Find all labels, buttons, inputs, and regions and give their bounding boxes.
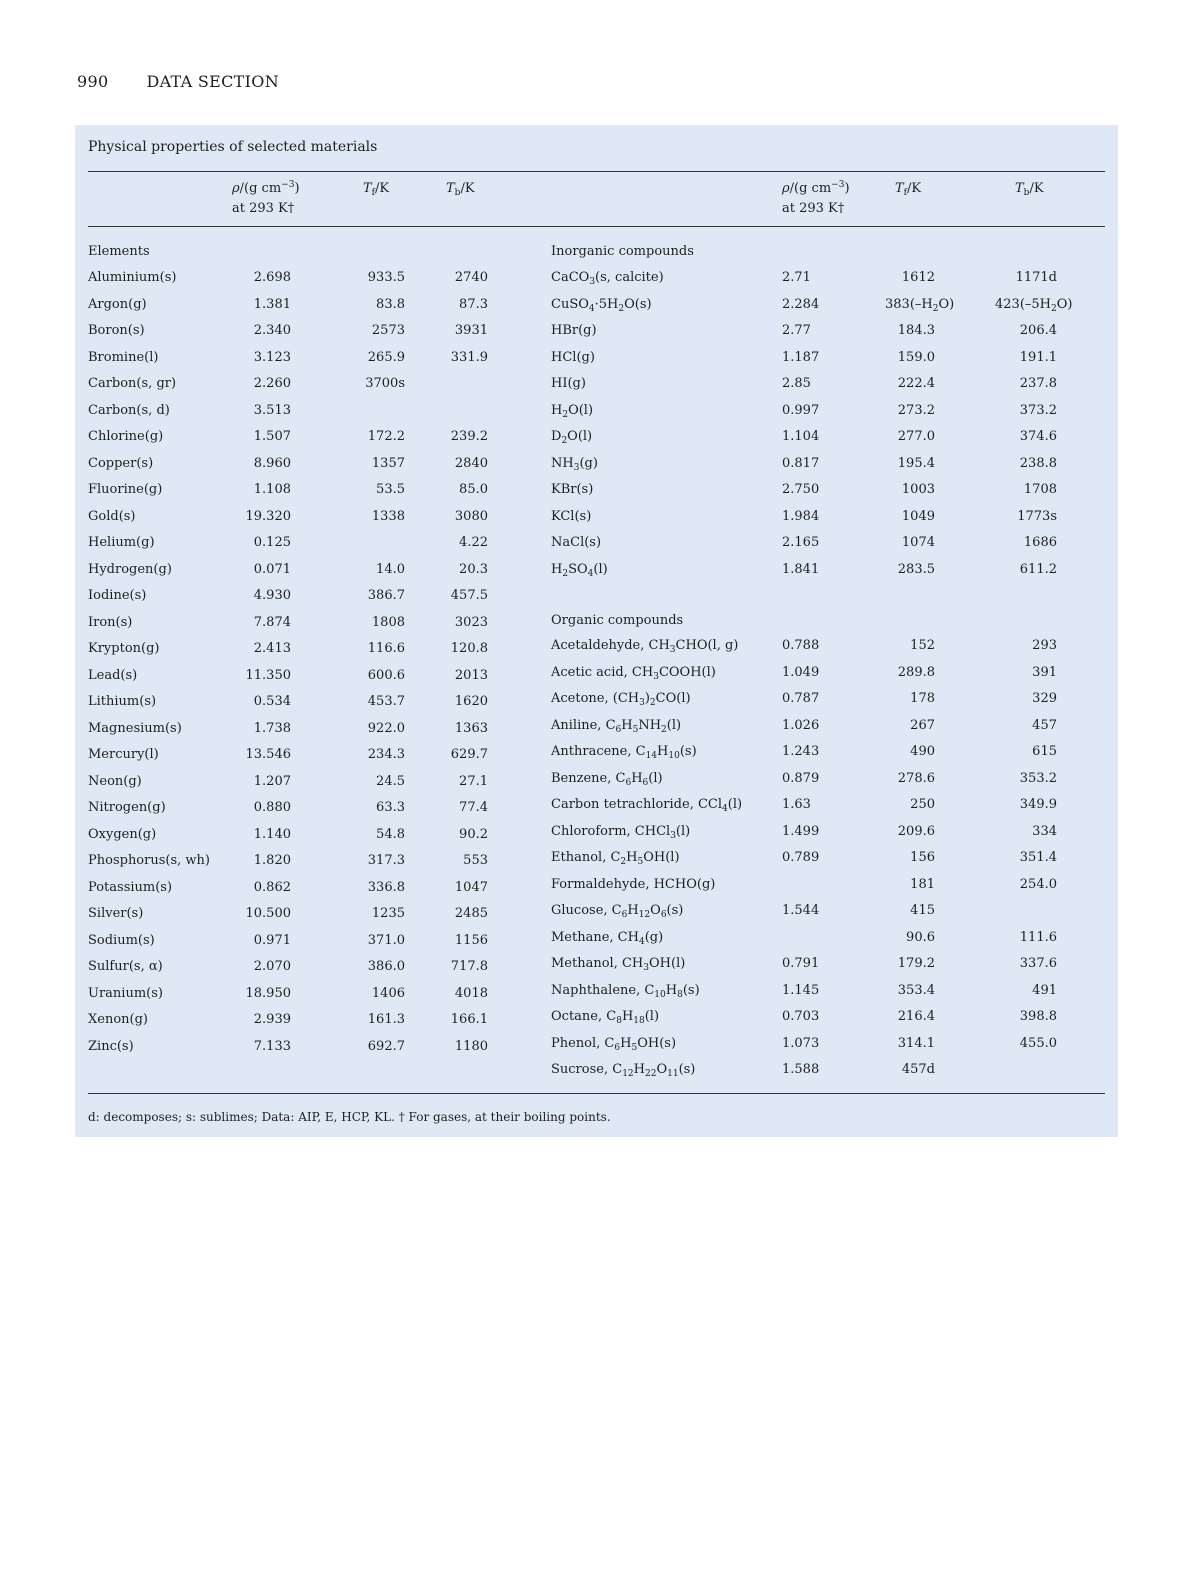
boiling-point: 239.2 bbox=[450, 429, 488, 444]
melting-point: 14.0 bbox=[376, 561, 405, 577]
density-value: 2.77 bbox=[782, 323, 811, 338]
material-name: Sucrose, $C_{12}H_{22}O_{11}(s)$ bbox=[551, 1062, 696, 1079]
melting-point: 1612 bbox=[901, 270, 935, 285]
material-name: Acetone, $(CH_3)_2CO(l)$ bbox=[551, 691, 691, 708]
melting-point: 922.0 bbox=[367, 720, 405, 736]
boiling-point: 237.8 bbox=[1019, 376, 1057, 391]
header-tf-left: $T_f/K$ bbox=[363, 181, 390, 198]
boiling-point: 1773s bbox=[1017, 508, 1057, 524]
density-value: 3.123 bbox=[253, 349, 291, 365]
header-density-note: at 293 K† bbox=[232, 201, 295, 216]
boiling-point: 457.5 bbox=[450, 588, 488, 603]
material-name: Nitrogen(g) bbox=[88, 800, 166, 815]
boiling-point: 2013 bbox=[454, 667, 488, 683]
density-value: 18.950 bbox=[245, 985, 291, 1001]
boiling-point: 27.1 bbox=[459, 773, 488, 789]
material-name: Xenon(g) bbox=[88, 1012, 148, 1027]
density-value: 0.789 bbox=[782, 850, 820, 865]
material-name: Krypton(g) bbox=[88, 641, 160, 656]
boiling-point: 1171d bbox=[1015, 270, 1057, 285]
melting-point: 159.0 bbox=[897, 349, 935, 365]
melting-point: 83.8 bbox=[376, 296, 405, 312]
boiling-point: 329 bbox=[1032, 691, 1057, 706]
boiling-point: 398.8 bbox=[1019, 1009, 1057, 1024]
melting-point: 222.4 bbox=[897, 376, 935, 391]
density-value: 0.703 bbox=[782, 1009, 820, 1024]
material-name: Benzene, $C_6H_6(l)$ bbox=[551, 770, 663, 788]
melting-point: 289.8 bbox=[897, 664, 935, 680]
material-name: Copper(s) bbox=[88, 455, 154, 471]
boiling-point: 337.6 bbox=[1019, 956, 1057, 971]
melting-point: $383(-H_2O)$ bbox=[885, 296, 955, 314]
material-name: Acetaldehyde, $CH_3CHO(l$, g) bbox=[551, 638, 739, 655]
material-name: Zinc(s) bbox=[88, 1038, 134, 1054]
material-name: Boron(s) bbox=[88, 323, 145, 338]
boiling-point: 111.6 bbox=[1019, 929, 1057, 945]
melting-point: 234.3 bbox=[367, 747, 405, 762]
density-value: 1.026 bbox=[782, 717, 820, 733]
melting-point: 90.6 bbox=[906, 929, 935, 945]
material-name: $H_2SO_4(l)$ bbox=[551, 561, 608, 579]
density-value: 2.260 bbox=[253, 376, 291, 391]
melting-point: 24.5 bbox=[376, 773, 405, 789]
material-name: $CuSO_4\cdot 5H_2O(s)$ bbox=[551, 296, 652, 314]
melting-point: 353.4 bbox=[897, 982, 935, 998]
melting-point: 386.7 bbox=[367, 588, 405, 603]
material-name: Methanol, $CH_3OH(l)$ bbox=[551, 956, 686, 973]
melting-point: 1235 bbox=[371, 906, 405, 921]
header-tf-right: $T_f/K$ bbox=[895, 181, 922, 198]
density-value: 10.500 bbox=[245, 906, 291, 921]
boiling-point: 615 bbox=[1032, 744, 1057, 759]
material-name: Lithium(s) bbox=[88, 694, 157, 709]
boiling-point: 331.9 bbox=[450, 349, 488, 365]
boiling-point: 4018 bbox=[454, 985, 488, 1001]
density-value: 1.049 bbox=[782, 664, 820, 680]
material-name: Mercury(l) bbox=[88, 747, 159, 762]
boiling-point: 85.0 bbox=[459, 482, 488, 497]
material-name: Chlorine(g) bbox=[88, 429, 164, 444]
melting-point: 195.4 bbox=[897, 455, 935, 471]
material-name: Aniline, $C_6H_5NH_2(l)$ bbox=[551, 717, 682, 735]
boiling-point: 717.8 bbox=[450, 959, 488, 974]
material-name: HI(g) bbox=[551, 376, 586, 391]
boiling-point: 334 bbox=[1032, 823, 1057, 839]
density-value: 2.71 bbox=[782, 270, 811, 285]
boiling-point: 3931 bbox=[454, 323, 488, 338]
melting-point: 317.3 bbox=[367, 853, 405, 868]
boiling-point: 351.4 bbox=[1019, 850, 1057, 865]
melting-point: 1338 bbox=[371, 508, 405, 524]
density-value: 2.413 bbox=[253, 641, 291, 656]
melting-point: 386.0 bbox=[367, 959, 405, 974]
material-name: Gold(s) bbox=[88, 508, 136, 524]
melting-point: 172.2 bbox=[367, 429, 405, 444]
material-name: Fluorine(g) bbox=[88, 482, 163, 497]
material-name: $D_2O(l)$ bbox=[551, 429, 593, 446]
boiling-point: 87.3 bbox=[459, 296, 488, 312]
density-value: 19.320 bbox=[245, 508, 291, 524]
melting-point: 457d bbox=[901, 1062, 935, 1077]
density-value: 7.874 bbox=[253, 614, 291, 630]
melting-point: 1074 bbox=[901, 535, 935, 550]
boiling-point: 4.22 bbox=[459, 535, 488, 550]
melting-point: 277.0 bbox=[897, 429, 935, 444]
material-name: Potassium(s) bbox=[88, 879, 173, 895]
density-value: 1.140 bbox=[253, 826, 291, 842]
boiling-point: 293 bbox=[1032, 638, 1057, 653]
density-value: 1.381 bbox=[253, 296, 291, 312]
density-value: 1.588 bbox=[782, 1062, 820, 1077]
density-value: 1.243 bbox=[782, 744, 820, 759]
melting-point: 1808 bbox=[371, 614, 405, 630]
melting-point: 415 bbox=[910, 903, 935, 918]
melting-point: 116.6 bbox=[367, 641, 405, 656]
density-value: 1.207 bbox=[253, 773, 291, 789]
boiling-point: 629.7 bbox=[450, 747, 488, 762]
material-name: Acetic acid, $CH_3COOH(l)$ bbox=[551, 664, 716, 682]
running-head bbox=[77, 72, 279, 91]
density-value: 2.165 bbox=[782, 535, 820, 550]
table-caption: Physical properties of selected materials bbox=[88, 139, 378, 155]
melting-point: 314.1 bbox=[897, 1035, 935, 1051]
boiling-point: 3080 bbox=[454, 508, 488, 524]
boiling-point: 1686 bbox=[1023, 535, 1057, 550]
density-value: 11.350 bbox=[245, 667, 291, 683]
boiling-point: 553 bbox=[463, 853, 488, 868]
data-table-panel: Physical properties of selected materials ρ/(g $cm^{-3}$) at 293 K† $T_f/K$ $T_b/K$ ρ/(g $cm^{-3}$) at 293 K† $T_f/K$ $T_b/K$ Elements Inorganic compounds Organic compounds d: decomposes; s: sublimes; Data: AIP, E, HCP, KL. † For gases, at their boiling points. Aluminium(s) 2.698 933.5 2740 Argon(g) 1.381 83.8 87.3 Boron(s) 2.340 2573 3931 Bromine(l) 3.123 265.9 331.9 Carbon(s, gr) 2.260 3700s Carbon(s, d) 3.513 Chlorine(g) 1.507 172.2 239.2 Copper(s) 8.960 1357 2840 Fluorine(g) 1.108 53.5 85.0 Gold(s) 19.320 1338 3080 Helium(g) 0.125 4.22 Hydrogen(g) 0.071 14.0 20.3 Iodine(s) 4.930 386.7 457.5 Iron(s) 7.874 1808 3023 Krypton(g) 2.413 116.6 120.8 Lead(s) 11.350 600.6 2013 Lithium(s) 0.534 453.7 1620 Magnesium(s) 1.738 922.0 1363 Mercury(l) 13.546 234.3 629.7 Neon(g) 1.207 24.5 27.1 Nitrogen(g) 0.880 63.3 77.4 Oxygen(g) 1.140 54.8 90.2 Phosphorus(s, wh) 1.820 317.3 553 Potassium(s) 0.862 336.8 1047 Silver(s) 10.500 1235 2485 Sodium(s) 0.971 371.0 1156 Sulfur(s, α) 2.070 386.0 717.8 Uranium(s) 18.950 1406 4018 Xenon(g) 2.939 161.3 166.1 Zinc(s) 7.133 692.7 1180 CaCO$_3$(s, calcite) 2.71 1612 1171d $CuSO_4\cdot 5H_2O(s)$ 2.284 $383(-H_2O)$ $423(-5H_2O)$ HBr(g) 2.77 184.3 206.4 HCl(g) 1.187 159.0 191.1 HI(g) 2.85 222.4 237.8 $H_2O(l)$ 0.997 273.2 373.2 $D_2O(l)$ 1.104 277.0 374.6 $NH_3(g)$ 0.817 195.4 238.8 KBr(s) 2.750 1003 1708 KCl(s) 1.984 1049 1773s NaCl(s) 2.165 1074 1686 $H_2SO_4(l)$ 1.841 283.5 611.2 Acetaldehyde, $CH_3CHO(l$, g) 0.788 152 293 Acetic acid, $CH_3COOH(l)$ 1.049 289.8 391 Acetone, $(CH_3)_2CO(l)$ 0.787 178 329 Aniline, $C_6H_5NH_2(l)$ 1.026 267 457 Anthracene, $C_{14}H_{10}(s)$ 1.243 490 615 Benzene, $C_6H_6(l)$ 0.879 278.6 353.2 Carbon tetrachloride, CCl$_4$(l) 1.63 250 349.9 Chloroform, CHCl$_3$(l) 1.499 209.6 334 Ethanol, $C_2H_5OH(l)$ 0.789 156 351.4 Formaldehyde, HCHO(g) 181 254.0 Glucose, $C_6H_{12}O_6(s)$ 1.544 415 Methane, $CH_4(g)$ 90.6 111.6 Methanol, $CH_3OH(l)$ 0.791 179.2 337.6 Naphthalene, $C_{10}H_8(s)$ 1.145 353.4 491 Octane, $C_8H_{18}(l)$ 0.703 216.4 398.8 Phenol, $C_6H_5OH(s)$ 1.073 314.1 455.0 Sucrose, $C_{12}H_{22}O_{11}(s)$ 1.588 457d bbox=[75, 125, 1118, 1137]
boiling-point: $423(-5H_2O)$ bbox=[995, 296, 1073, 314]
boiling-point: 457 bbox=[1032, 717, 1057, 733]
melting-point: 156 bbox=[910, 850, 935, 865]
boiling-point: 191.1 bbox=[1019, 349, 1057, 365]
material-name: Magnesium(s) bbox=[88, 720, 182, 736]
boiling-point: 166.1 bbox=[450, 1012, 488, 1027]
density-value: 8.960 bbox=[253, 455, 291, 471]
boiling-point: 238.8 bbox=[1019, 455, 1057, 471]
material-name: Octane, $C_8H_{18}(l)$ bbox=[551, 1009, 660, 1026]
density-value: 13.546 bbox=[245, 747, 291, 762]
material-name: Silver(s) bbox=[88, 906, 144, 921]
melting-point: 273.2 bbox=[897, 402, 935, 418]
density-value: 2.070 bbox=[253, 959, 291, 974]
density-value: 0.791 bbox=[782, 956, 820, 971]
melting-point: 178 bbox=[910, 691, 935, 706]
melting-point: 54.8 bbox=[376, 826, 405, 842]
melting-point: 265.9 bbox=[367, 349, 405, 365]
boiling-point: 391 bbox=[1032, 664, 1057, 680]
melting-point: 63.3 bbox=[376, 800, 405, 815]
boiling-point: 2740 bbox=[454, 270, 488, 285]
material-name: Bromine(l) bbox=[88, 349, 159, 365]
boiling-point: 1620 bbox=[454, 694, 488, 709]
melting-point: 600.6 bbox=[367, 667, 405, 683]
density-value: 1.073 bbox=[782, 1035, 820, 1051]
melting-point: 267 bbox=[910, 717, 935, 733]
header-density-note: at 293 K† bbox=[782, 201, 845, 216]
density-value: 1.187 bbox=[782, 349, 820, 365]
density-value: 2.284 bbox=[782, 296, 820, 312]
material-name: Anthracene, $C_{14}H_{10}(s)$ bbox=[551, 744, 697, 761]
material-name: Sulfur(s, α) bbox=[88, 959, 163, 974]
material-name: HCl(g) bbox=[551, 349, 595, 365]
boiling-point: 2485 bbox=[454, 906, 488, 921]
melting-point: 179.2 bbox=[897, 956, 935, 971]
density-value: 2.698 bbox=[253, 270, 291, 285]
density-value: 1.63 bbox=[782, 797, 811, 812]
melting-point: 209.6 bbox=[897, 823, 935, 839]
material-name: Iodine(s) bbox=[88, 588, 147, 603]
melting-point: 250 bbox=[910, 797, 935, 812]
material-name: $NH_3(g)$ bbox=[551, 455, 598, 473]
density-value: 2.340 bbox=[253, 323, 291, 338]
material-name: Oxygen(g) bbox=[88, 826, 157, 842]
density-value: 0.788 bbox=[782, 638, 820, 653]
boiling-point: 20.3 bbox=[459, 561, 488, 577]
melting-point: 2573 bbox=[371, 323, 405, 338]
density-value: 2.939 bbox=[253, 1012, 291, 1027]
melting-point: 161.3 bbox=[367, 1012, 405, 1027]
material-name: Ethanol, $C_2H_5OH(l)$ bbox=[551, 850, 680, 867]
melting-point: 1003 bbox=[901, 482, 935, 497]
melting-point: 216.4 bbox=[897, 1009, 935, 1024]
material-name: $H_2O(l)$ bbox=[551, 402, 594, 420]
melting-point: 453.7 bbox=[367, 694, 405, 709]
boiling-point: 1708 bbox=[1023, 482, 1057, 497]
density-value: 1.145 bbox=[782, 982, 820, 998]
boiling-point: 353.2 bbox=[1019, 770, 1057, 786]
material-name: Carbon(s, gr) bbox=[88, 376, 177, 391]
density-value: 1.738 bbox=[253, 720, 291, 736]
density-value: 1.544 bbox=[782, 903, 820, 918]
density-value: 0.971 bbox=[253, 932, 291, 948]
section-title: DATA SECTION bbox=[146, 72, 279, 91]
material-name: Carbon(s, d) bbox=[88, 402, 170, 418]
boiling-point: 374.6 bbox=[1019, 429, 1057, 444]
boiling-point: 373.2 bbox=[1019, 402, 1057, 418]
boiling-point: 1180 bbox=[454, 1038, 488, 1054]
melting-point: 1049 bbox=[901, 508, 935, 524]
boiling-point: 1363 bbox=[454, 720, 488, 736]
material-name: Naphthalene, $C_{10}H_8(s)$ bbox=[551, 982, 700, 1000]
material-name: NaCl(s) bbox=[551, 535, 602, 550]
material-name: Glucose, $C_6H_{12}O_6(s)$ bbox=[551, 903, 684, 920]
melting-point: 53.5 bbox=[376, 482, 405, 497]
melting-point: 1357 bbox=[371, 455, 405, 471]
bottom-rule bbox=[88, 1093, 1105, 1094]
melting-point: 336.8 bbox=[367, 879, 405, 895]
header-tb-left: $T_b/K$ bbox=[446, 181, 475, 198]
density-value: 3.513 bbox=[253, 402, 291, 418]
header-density-left: ρ/(g $cm^{-3}$) at 293 K† bbox=[232, 180, 300, 216]
material-name: Lead(s) bbox=[88, 667, 138, 683]
density-value: 1.104 bbox=[782, 429, 820, 444]
header-density-right: ρ/(g $cm^{-3}$) at 293 K† bbox=[782, 180, 850, 216]
material-name: Hydrogen(g) bbox=[88, 561, 172, 577]
boiling-point: 254.0 bbox=[1019, 876, 1057, 892]
boiling-point: 2840 bbox=[454, 455, 488, 471]
boiling-point: 455.0 bbox=[1019, 1035, 1057, 1051]
density-value: 1.820 bbox=[253, 853, 291, 868]
material-name: Chloroform, CHCl$_3$(l) bbox=[551, 823, 691, 841]
density-value: 2.750 bbox=[782, 482, 820, 497]
density-value: 1.841 bbox=[782, 561, 820, 577]
material-name: Neon(g) bbox=[88, 773, 142, 789]
density-value: 4.930 bbox=[253, 588, 291, 603]
density-value: 1.499 bbox=[782, 823, 820, 839]
melting-point: 152 bbox=[910, 638, 935, 653]
melting-point: 1406 bbox=[371, 985, 405, 1001]
boiling-point: 90.2 bbox=[459, 826, 488, 842]
header-tb-right: $T_b/K$ bbox=[1015, 181, 1044, 198]
material-name: Aluminium(s) bbox=[88, 270, 177, 285]
page-number: 990 bbox=[77, 72, 109, 91]
density-value: 0.787 bbox=[782, 691, 820, 706]
density-value: 0.817 bbox=[782, 455, 820, 471]
material-name: Iron(s) bbox=[88, 614, 133, 630]
boiling-point: 120.8 bbox=[450, 641, 488, 656]
material-name: HBr(g) bbox=[551, 323, 597, 338]
melting-point: 181 bbox=[910, 876, 935, 892]
material-name: Helium(g) bbox=[88, 535, 155, 550]
melting-point: 692.7 bbox=[367, 1038, 405, 1054]
boiling-point: 1047 bbox=[454, 879, 488, 895]
boiling-point: 491 bbox=[1032, 982, 1057, 998]
material-name: Methane, $CH_4(g)$ bbox=[551, 929, 664, 947]
material-name: Argon(g) bbox=[88, 296, 147, 312]
density-value: 1.507 bbox=[253, 429, 291, 444]
melting-point: 933.5 bbox=[367, 270, 405, 285]
density-value: 0.534 bbox=[253, 694, 291, 709]
boiling-point: 206.4 bbox=[1019, 323, 1057, 338]
top-rule bbox=[88, 171, 1105, 172]
material-name: Uranium(s) bbox=[88, 985, 163, 1001]
boiling-point: 3023 bbox=[454, 614, 488, 630]
density-value: 1.108 bbox=[253, 482, 291, 497]
density-value: 0.862 bbox=[253, 879, 291, 895]
melting-point: 283.5 bbox=[897, 561, 935, 577]
density-value: 0.071 bbox=[253, 561, 291, 577]
boiling-point: 611.2 bbox=[1019, 561, 1057, 577]
density-value: 0.997 bbox=[782, 402, 820, 418]
boiling-point: 349.9 bbox=[1019, 797, 1057, 812]
density-value: 7.133 bbox=[253, 1038, 291, 1054]
material-name: CaCO$_3$(s, calcite) bbox=[551, 270, 664, 287]
material-name: KBr(s) bbox=[551, 482, 594, 497]
material-name: Phosphorus(s, wh) bbox=[88, 853, 210, 868]
density-value: 1.984 bbox=[782, 508, 820, 524]
boiling-point: 77.4 bbox=[459, 800, 488, 815]
melting-point: 490 bbox=[910, 744, 935, 759]
material-name: Formaldehyde, HCHO(g) bbox=[551, 876, 716, 892]
density-value: 2.85 bbox=[782, 376, 811, 391]
melting-point: 3700s bbox=[365, 376, 405, 391]
table-footnote: d: decomposes; s: sublimes; Data: AIP, E, HCP, KL. † For gases, at their boiling points. bbox=[88, 1110, 611, 1124]
density-value: 0.125 bbox=[253, 535, 291, 550]
material-name: Phenol, $C_6H_5OH(s)$ bbox=[551, 1035, 677, 1053]
density-value: 0.880 bbox=[253, 800, 291, 815]
boiling-point: 1156 bbox=[454, 932, 488, 948]
material-name: Sodium(s) bbox=[88, 932, 155, 948]
melting-point: 371.0 bbox=[367, 932, 405, 948]
material-name: KCl(s) bbox=[551, 508, 592, 524]
melting-point: 278.6 bbox=[897, 770, 935, 786]
header-rule bbox=[88, 226, 1105, 227]
material-name: Carbon tetrachloride, CCl$_4$(l) bbox=[551, 797, 743, 814]
melting-point: 184.3 bbox=[897, 323, 935, 338]
density-value: 0.879 bbox=[782, 770, 820, 786]
